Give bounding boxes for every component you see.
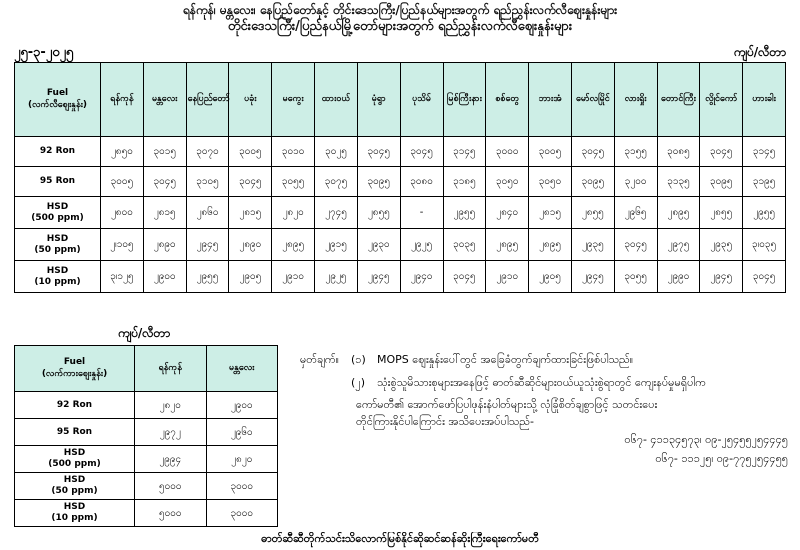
row-label-line1: HSD — [46, 265, 69, 276]
table-row — [15, 392, 278, 419]
cell-95ron-hpaan: ၃၀၅၀ — [529, 167, 572, 197]
column-header-fuel-wholesale — [15, 346, 135, 392]
table-row — [15, 229, 786, 261]
row-label-wholesale-95ron — [15, 419, 135, 446]
cell-hsd10-lashio: ၃၀၅၅ — [614, 261, 657, 293]
column-header-hpaan: ဘားအံ — [529, 63, 572, 137]
row-label-line1: HSD — [63, 475, 86, 486]
fuel-header-line1: Fuel — [63, 357, 86, 368]
cell-92ron-mandalay: ၃၀၁၅ — [143, 137, 186, 167]
cell-92ron-lashio: ၃၁၅၅ — [614, 137, 657, 167]
cell-95ron-lashio: ၃၂၀၀ — [614, 167, 657, 197]
row-label-hsd-50ppm — [15, 229, 101, 261]
cell-92ron-loikaw: ၃၀၄၅ — [700, 137, 743, 167]
column-header-myitkyina: မြစ်ကြီးနား — [443, 63, 486, 137]
table-row — [15, 197, 786, 229]
cell-hsd50-naypyitaw: ၂၉၄၅ — [186, 229, 229, 261]
cell-hsd500-myitkyina: ၂၉၅၅ — [443, 197, 486, 229]
column-header-fuel — [15, 63, 101, 137]
document-title-sub: တိုင်းဒေသကြီး/ပြည်နယ်မြို့တော်များအတွက် ရည်ညွှန်းလက်လီဈေးနှုန်းများ — [227, 19, 573, 34]
cell-hsd500-dawei: ၂၇၄၅ — [315, 197, 358, 229]
cell-hsd10-mawlamyine: ၂၉၄၅ — [571, 261, 614, 293]
column-header-lashio: လားရှိုး — [614, 63, 657, 137]
cell-wholesale-95ron-mandalay: ၂၉၆၀ — [206, 419, 278, 446]
cell-hsd10-hpaan: ၂၉၀၅ — [529, 261, 572, 293]
cell-hsd500-hakha: ၂၉၅၅ — [743, 197, 786, 229]
main-price-table — [14, 62, 786, 293]
contact-phone-2: ၀၆၇- ၁၁၁၂၅၊ ၀၉-၇၇၅၂၅၄၄၅၅ — [655, 451, 788, 465]
cell-hsd500-sittwe: ၂၈၄၀ — [486, 197, 529, 229]
cell-hsd10-yangon: ၃၊၁၂၅ — [101, 261, 144, 293]
cell-92ron-naypyitaw: ၃၀၇၀ — [186, 137, 229, 167]
cell-92ron-dawei: ၃၀၂၅ — [315, 137, 358, 167]
cell-hsd10-naypyitaw: ၂၉၅၅ — [186, 261, 229, 293]
row-label-line1: 95 Ron — [39, 176, 76, 187]
row-label-line2: (50 ppm) — [51, 486, 98, 496]
cell-hsd10-hakha: ၃၀၄၅ — [743, 261, 786, 293]
table-row — [15, 500, 278, 527]
note-item-2 — [300, 375, 788, 392]
cell-92ron-taunggyi: ၃၀၈၅ — [657, 137, 700, 167]
cell-95ron-naypyitaw: ၃၁၀၅ — [186, 167, 229, 197]
cell-95ron-mandalay: ၃၀၄၅ — [143, 167, 186, 197]
cell-hsd50-taunggyi: ၂၉၇၅ — [657, 229, 700, 261]
cell-hsd50-hakha: ၃၊၀၃၅ — [743, 229, 786, 261]
cell-95ron-bago: ၃၀၄၅ — [229, 167, 272, 197]
row-label-wholesale-hsd-10ppm — [15, 500, 135, 527]
notes-title: မှတ်ချက်။ — [300, 353, 340, 366]
cell-hsd500-mandalay: ၂၈၁၅ — [143, 197, 186, 229]
cell-92ron-hakha: ၃၁၄၅ — [743, 137, 786, 167]
cell-wholesale-92ron-yangon: ၂၈၂၀ — [135, 392, 207, 419]
cell-wholesale-hsd50-yangon: ၅၀၀၀ — [135, 473, 207, 500]
cell-hsd50-lashio: ၃၀၄၅ — [614, 229, 657, 261]
cell-hsd10-mandalay: ၂၉၀၀ — [143, 261, 186, 293]
unit-label-main: ကျပ်/လီတာ — [733, 45, 786, 59]
row-label-line1: 92 Ron — [39, 146, 76, 157]
cell-95ron-taunggyi: ၃၁၃၅ — [657, 167, 700, 197]
main-price-table-wrapper — [14, 62, 786, 293]
document-date: ၂၅-၃-၂၀၂၅ — [14, 45, 74, 60]
note-text-1: MOPS ဈေးနှုန်းပေါ်တွင် အခြေခံတွက်ချက်ထားခြင်းဖြစ်ပါသည်။ — [377, 353, 634, 366]
wholesale-table-body — [15, 392, 278, 527]
cell-hsd500-hpaan: ၂၈၁၅ — [529, 197, 572, 229]
cell-hsd500-yangon: ၂၈၀၀ — [101, 197, 144, 229]
cell-hsd50-monywa: ၂၉၃၀ — [357, 229, 400, 261]
row-label-line1: 95 Ron — [56, 426, 93, 437]
unit-label-wholesale: ကျပ်/လီတာ — [117, 326, 171, 340]
cell-95ron-mawlamyine: ၃၀၉၅ — [571, 167, 614, 197]
row-label-hsd-10ppm — [15, 261, 101, 293]
column-header-naypyitaw: နေပြည်တော် — [186, 63, 229, 137]
fuel-header-line1: Fuel — [46, 88, 69, 99]
column-header-taunggyi: တောင်ကြီး — [657, 63, 700, 137]
row-label-92ron — [15, 137, 101, 167]
cell-hsd500-pathein: - — [400, 197, 443, 229]
column-header-sittwe: စစ်တွေ — [486, 63, 529, 137]
cell-hsd500-bago: ၂၈၁၅ — [229, 197, 272, 229]
row-label-wholesale-hsd-50ppm — [15, 473, 135, 500]
row-label-line1: HSD — [63, 502, 86, 513]
column-header-mawlamyine: မော်လမြိုင် — [571, 63, 614, 137]
row-label-line1: 92 Ron — [56, 399, 93, 410]
cell-hsd500-magway: ၂၈၂၀ — [272, 197, 315, 229]
cell-hsd50-bago: ၂၈၉၀ — [229, 229, 272, 261]
wholesale-price-table-wrapper — [14, 345, 278, 527]
cell-hsd500-naypyitaw: ၂၈၆၀ — [186, 197, 229, 229]
cell-wholesale-95ron-yangon: ၂၉၇၂ — [135, 419, 207, 446]
main-table-head — [15, 63, 786, 137]
note-continuation-2: တိုင်ကြားနိုင်ပါကြောင်း အသိပေးအပ်ပါသည်- — [356, 414, 534, 428]
row-label-95ron — [15, 167, 101, 197]
table-row — [15, 137, 786, 167]
cell-hsd50-mawlamyine: ၂၉၃၅ — [571, 229, 614, 261]
row-label-wholesale-92ron — [15, 392, 135, 419]
cell-92ron-magway: ၃၀၁၀ — [272, 137, 315, 167]
note-continuation-1: ကော်မတီ၏ အောက်ဖော်ပြပါဖုန်းနံပါတ်များသို့ လုံခြုံစိတ်ချစွာဖြင့် သတင်းပေး — [356, 398, 658, 411]
note-marker-1: (၁) — [351, 353, 366, 366]
document-footer: ဓာတ်ဆီဆီတိုက်သင်းသိလောက်မြစ်နိုင်ဆိုဆင်ဆန်ဆိုးကြီးရေးကော်မတီ — [261, 532, 539, 545]
row-label-line1: HSD — [46, 201, 69, 212]
cell-95ron-yangon: ၃၀၀၅ — [101, 167, 144, 197]
cell-92ron-pathein: ၃၀၄၅ — [400, 137, 443, 167]
cell-hsd50-myitkyina: ၃၀၃၅ — [443, 229, 486, 261]
note-text-2: သုံးစွဲသူမိသားစုများအနေဖြင့် ဓာတ်ဆီဆိုင်များဝယ်ယူသုံးစွဲရာတွင် ကျေးနပ်မှုမရှိပါက — [377, 375, 707, 389]
row-label-line1: HSD — [63, 448, 86, 459]
table-row — [15, 419, 278, 446]
column-header-wholesale-mandalay: မန္တလေး — [206, 346, 278, 392]
cell-hsd10-monywa: ၂၉၄၅ — [357, 261, 400, 293]
row-label-line2: (10 ppm) — [34, 276, 81, 287]
notes-section — [300, 352, 788, 467]
cell-92ron-monywa: ၃၀၄၅ — [357, 137, 400, 167]
cell-92ron-sittwe: ၃၀၀၀ — [486, 137, 529, 167]
cell-hsd50-yangon: ၂၊၁၀၅ — [101, 229, 144, 261]
cell-hsd500-taunggyi: ၂၈၉၅ — [657, 197, 700, 229]
cell-hsd10-sittwe: ၂၉၁၀ — [486, 261, 529, 293]
table-row — [15, 261, 786, 293]
note-item-1 — [300, 352, 788, 369]
wholesale-price-table — [14, 345, 278, 527]
cell-95ron-magway: ၃၀၅၅ — [272, 167, 315, 197]
table-row — [15, 446, 278, 473]
note-marker-2: (၂) — [351, 375, 366, 389]
main-table-body — [15, 137, 786, 293]
cell-95ron-myitkyina: ၃၁၈၅ — [443, 167, 486, 197]
cell-hsd500-loikaw: ၂၈၅၅ — [700, 197, 743, 229]
cell-92ron-myitkyina: ၃၁၄၅ — [443, 137, 486, 167]
column-header-yangon: ရန်ကုန် — [101, 63, 144, 137]
column-header-hakha: ဟားခါး — [743, 63, 786, 137]
cell-hsd10-loikaw: ၂၉၄၅ — [700, 261, 743, 293]
cell-95ron-loikaw: ၃၀၉၅ — [700, 167, 743, 197]
cell-wholesale-hsd10-yangon: ၅၀၀၀ — [135, 500, 207, 527]
column-header-mandalay: မန္တလေး — [143, 63, 186, 137]
document-title-main: ရန်ကုန်၊ မန္တလေး၊ နေပြည်တော်နှင့် တိုင်းဒေသကြီး/ပြည်နယ်များအတွက် ရည်ညွှန်းလက်လီဈေးနှုန်းများ — [182, 3, 618, 17]
cell-hsd10-myitkyina: ၃၀၄၅ — [443, 261, 486, 293]
cell-hsd50-pathein: ၂၉၂၅ — [400, 229, 443, 261]
column-header-monywa: မုံရွာ — [357, 63, 400, 137]
row-label-hsd-500ppm — [15, 197, 101, 229]
row-label-wholesale-hsd-500ppm — [15, 446, 135, 473]
cell-hsd50-hpaan: ၂၈၉၅ — [529, 229, 572, 261]
fuel-header-line2: (လက်လီဈေးနှုန်း) — [27, 99, 87, 110]
wholesale-table-head — [15, 346, 278, 392]
cell-hsd50-mandalay: ၂၈၉၀ — [143, 229, 186, 261]
column-header-dawei: ထားဝယ် — [315, 63, 358, 137]
main-table-header-row — [15, 63, 786, 137]
cell-95ron-dawei: ၃၀၇၅ — [315, 167, 358, 197]
cell-hsd500-monywa: ၂၈၅၅ — [357, 197, 400, 229]
cell-hsd500-mawlamyine: ၂၈၅၅ — [571, 197, 614, 229]
cell-92ron-hpaan: ၃၀၀၅ — [529, 137, 572, 167]
column-header-wholesale-yangon: ရန်ကုန် — [135, 346, 207, 392]
cell-hsd10-taunggyi: ၂၉၉၀ — [657, 261, 700, 293]
cell-92ron-bago: ၃၀၀၅ — [229, 137, 272, 167]
row-label-line2: (50 ppm) — [34, 244, 81, 255]
cell-92ron-mawlamyine: ၃၀၄၅ — [571, 137, 614, 167]
row-label-line2: (500 ppm) — [31, 212, 84, 223]
row-label-line1: HSD — [46, 233, 69, 244]
wholesale-table-header-row — [15, 346, 278, 392]
cell-hsd50-magway: ၂၈၉၅ — [272, 229, 315, 261]
cell-wholesale-92ron-mandalay: ၂၉၀၀ — [206, 392, 278, 419]
cell-95ron-hakha: ၃၁၉၅ — [743, 167, 786, 197]
cell-wholesale-hsd500-mandalay: ၂၈၂၀ — [206, 446, 278, 473]
column-header-loikaw: လွိုင်ကော် — [700, 63, 743, 137]
cell-hsd50-loikaw: ၂၉၃၅ — [700, 229, 743, 261]
contact-phone-1: ၀၆၇- ၄၁၁၃၄၅၇၃၊ ၀၉-၂၅၄၅၅၂၅၄၄၄၅ — [624, 433, 788, 446]
fuel-header-line2: (လက်ကားဈေးနှုန်း) — [41, 368, 108, 379]
cell-hsd500-lashio: ၂၉၆၅ — [614, 197, 657, 229]
cell-hsd10-pathein: ၂၉၄၀ — [400, 261, 443, 293]
column-header-pathein: ပုသိမ် — [400, 63, 443, 137]
row-label-line2: (10 ppm) — [51, 513, 98, 523]
cell-95ron-sittwe: ၃၀၅၀ — [486, 167, 529, 197]
column-header-magway: မကွေး — [272, 63, 315, 137]
cell-wholesale-hsd10-mandalay: ၃၀၀၀ — [206, 500, 278, 527]
table-row — [15, 167, 786, 197]
cell-hsd10-magway: ၂၉၁၀ — [272, 261, 315, 293]
row-label-line2: (500 ppm) — [48, 459, 101, 469]
cell-wholesale-hsd50-mandalay: ၃၀၀၀ — [206, 473, 278, 500]
cell-hsd50-dawei: ၂၉၁၅ — [315, 229, 358, 261]
cell-95ron-monywa: ၃၀၉၅ — [357, 167, 400, 197]
cell-hsd50-sittwe: ၂၈၉၅ — [486, 229, 529, 261]
cell-hsd10-bago: ၂၉၀၅ — [229, 261, 272, 293]
cell-hsd10-dawei: ၂၉၂၅ — [315, 261, 358, 293]
table-row — [15, 473, 278, 500]
cell-wholesale-hsd500-yangon: ၂၉၉၄ — [135, 446, 207, 473]
column-header-bago: ပခုံး — [229, 63, 272, 137]
cell-92ron-yangon: ၂၈၅၀ — [101, 137, 144, 167]
cell-95ron-pathein: ၃၀၈၀ — [400, 167, 443, 197]
